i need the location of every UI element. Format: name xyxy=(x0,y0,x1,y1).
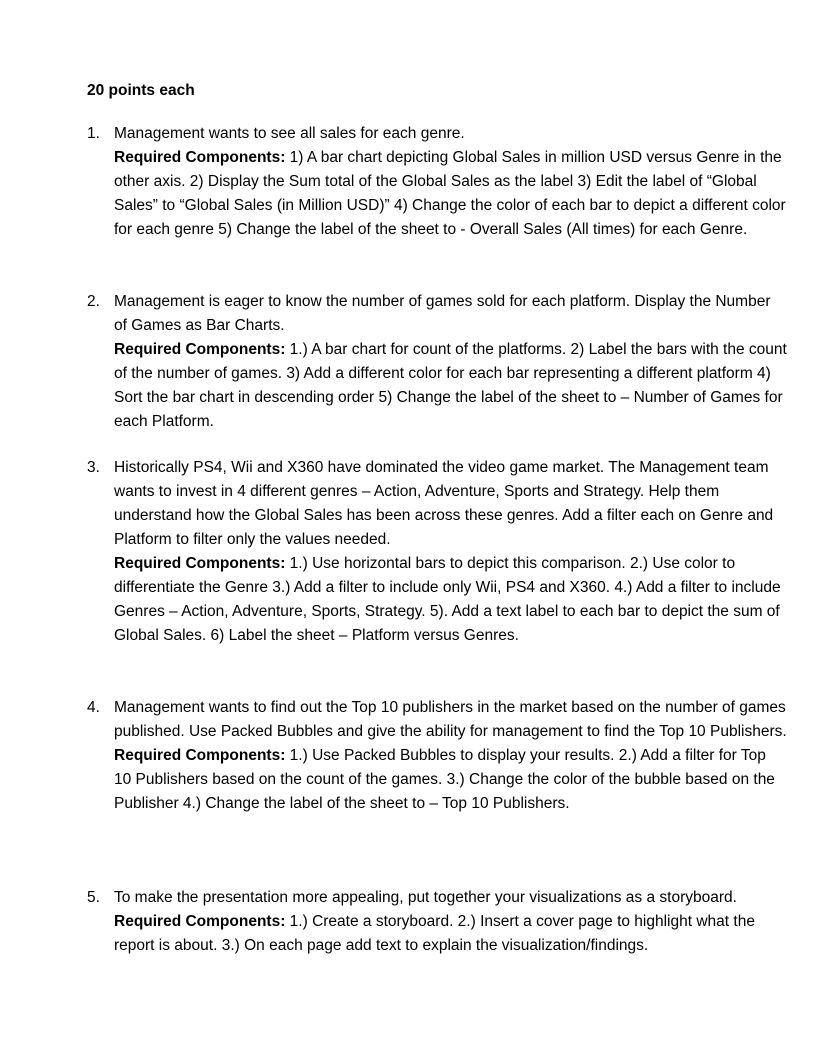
item-intro: Management is eager to know the number of games sold for each platform. Display the Number of Games as Bar Charts. xyxy=(114,293,771,334)
item-number: 3. xyxy=(87,459,100,476)
required-components-label: Required Components: xyxy=(114,341,286,358)
item-number: 4. xyxy=(87,699,100,716)
required-components-text: 1.) Use horizontal bars to depict this comparison. 2.) Use color to differentiate the Genre 3.) Add a filter to include only Wii, PS4 and X360. 4.) Add a filter to include Genres – Action, Adventure, Sports, Strategy. 5). Add a text label to each bar to depict the sum of Global Sales. 6) Label the sheet – Platform versus Genres. xyxy=(114,555,781,644)
item-body xyxy=(114,456,787,648)
required-components-text: 1.) A bar chart for count of the platforms. 2) Label the bars with the count of the number of games. 3) Add a different color for each bar representing a different platform 4) Sort the bar chart in descending order 5) Change the label of the sheet to – Number of Games for each Platform. xyxy=(114,341,787,430)
required-components-label: Required Components: xyxy=(114,913,286,930)
required-components-label: Required Components: xyxy=(114,555,286,572)
required-components-label: Required Components: xyxy=(114,747,286,764)
required-components-label: Required Components: xyxy=(114,149,286,166)
item-intro: Management wants to find out the Top 10 publishers in the market based on the number of games published. Use Packed Bubbles and give the ability for management to find the Top 10 Publishers. xyxy=(114,699,787,740)
item-body xyxy=(114,886,787,958)
item-intro: Management wants to see all sales for each genre. xyxy=(114,125,465,142)
item-requirements xyxy=(114,552,787,648)
required-components-text: 1.) Use Packed Bubbles to display your results. 2.) Add a filter for Top 10 Publishers based on the count of the games. 3.) Change the color of the bubble based on the Publisher 4.) Change the label of the sheet to – Top 10 Publishers. xyxy=(114,747,775,812)
item-body xyxy=(114,122,787,242)
points-heading: 20 points each xyxy=(87,82,195,99)
item-requirements xyxy=(114,744,787,816)
list-item xyxy=(87,122,787,242)
list-item xyxy=(87,886,787,958)
item-requirements xyxy=(114,146,787,242)
item-number: 2. xyxy=(87,293,100,310)
item-requirements xyxy=(114,338,787,434)
list-item xyxy=(87,290,787,434)
item-number: 5. xyxy=(87,889,100,906)
item-number: 1. xyxy=(87,125,100,142)
item-intro: Historically PS4, Wii and X360 have dominated the video game market. The Management team wants to invest in 4 different genres – Action, Adventure, Sports and Strategy. Help them understand how the Global Sales has been across these genres. Add a filter each on Genre and Platform to filter only the values needed. xyxy=(114,459,774,548)
required-components-text: 1.) Create a storyboard. 2.) Insert a cover page to highlight what the report is about. 3.) On each page add text to explain the visualization/findings. xyxy=(114,913,755,954)
list-item xyxy=(87,456,787,648)
required-components-text: 1) A bar chart depicting Global Sales in million USD versus Genre in the other axis. 2) Display the Sum total of the Global Sales as the label 3) Edit the label of “Global Sales” to “Global Sales (in Million USD)” 4) Change the color of each bar to depict a different color for each genre 5) Change the label of the sheet to - Overall Sales (All times) for each Genre. xyxy=(114,149,786,238)
item-body xyxy=(114,696,787,816)
item-body xyxy=(114,290,787,434)
list-item xyxy=(87,696,787,816)
item-intro: To make the presentation more appealing, put together your visualizations as a storyboard. xyxy=(114,889,737,906)
